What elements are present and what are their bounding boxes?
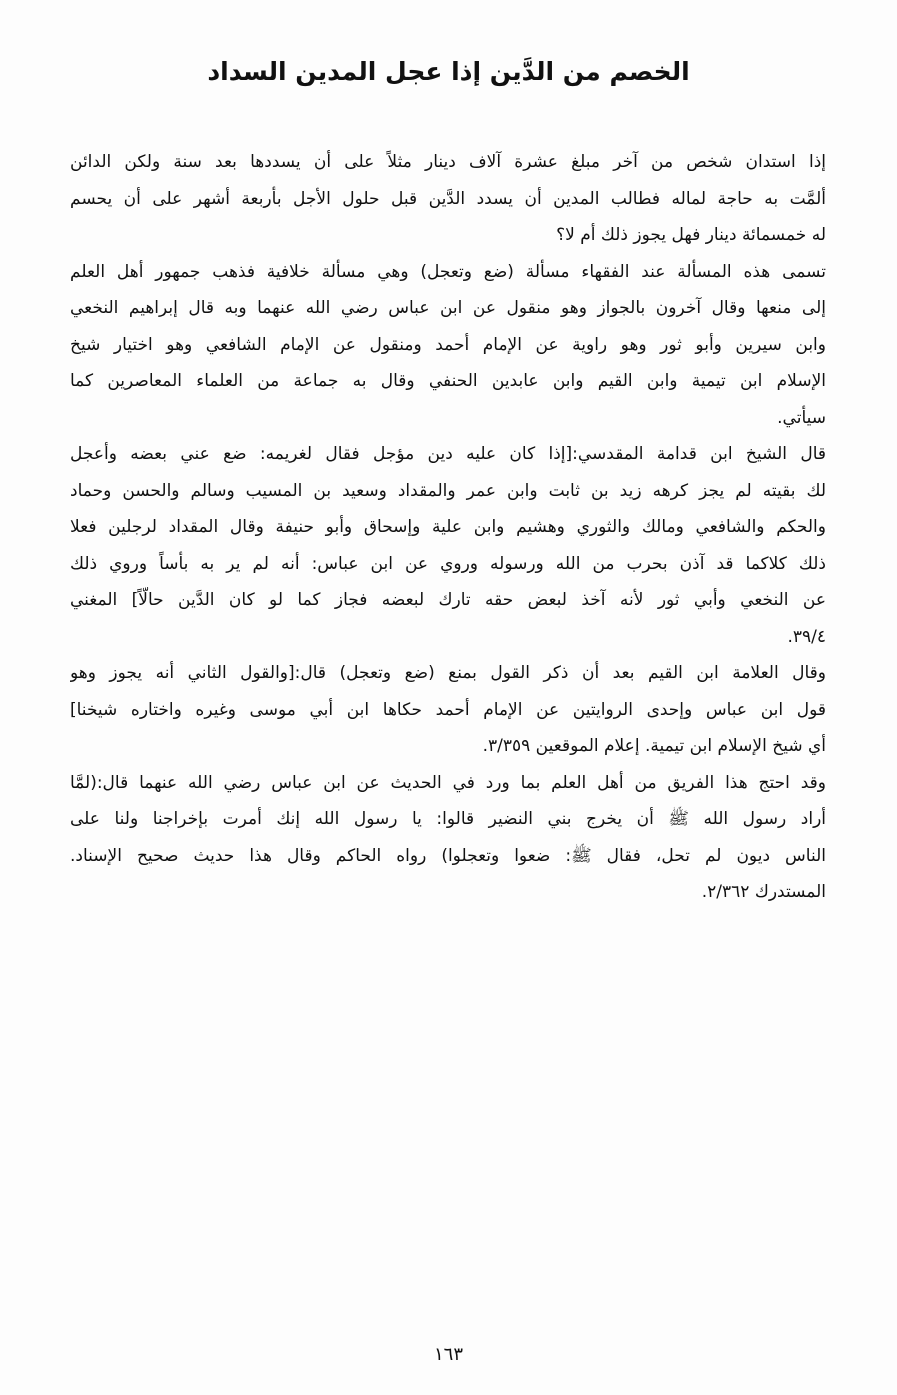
text-line: أراد رسول الله ﷺ أن يخرج بني النضير قالوا: يا رسول الله إنك أمرت بإخراجنا ولنا على: [70, 809, 826, 829]
text-line: لك بقيته لم يجز كرهه زيد بن ثابت وابن عمر والمقداد وسعيد بن المسيب وسالم والحسن وحماد: [70, 480, 826, 501]
paragraph: [70, 144, 826, 254]
text-line: سيأتي.: [777, 407, 826, 428]
text-line: ٣٩/٤.: [787, 626, 826, 647]
text-line: قال الشيخ ابن قدامة المقدسي:[إذا كان عليه دين مؤجل فقال لغريمه: ضع عني بعضه وأعجل: [70, 444, 826, 464]
paragraph: [70, 655, 826, 765]
text-line: ذلك كلاكما قد آذن بحرب من الله ورسوله وروي عن ابن عباس: أنه لم ير به بأساً وروي ذلك: [70, 553, 826, 574]
text-line: إلى منعها وقال آخرون بالجواز وهو منقول عن ابن عباس رضي الله عنهما وبه قال إبراهيم النخعي: [70, 298, 826, 318]
paragraph: [70, 436, 826, 655]
text-line: الناس ديون لم تحل، فقال ﷺ: ضعوا وتعجلوا) رواه الحاكم وقال هذا حديث صحيح الإسناد.: [70, 845, 826, 866]
text-line: ألمَّت به حاجة لماله فطالب المدين أن يسدد الدَّين قبل حلول الأجل بأربعة أشهر على أن يحسم: [70, 188, 826, 209]
paragraph: [70, 254, 826, 437]
text-line: وقال العلامة ابن القيم بعد أن ذكر القول بمنع (ضع وتعجل) قال:[والقول الثاني أنه يجوز وهو: [70, 663, 826, 683]
body-text: [70, 144, 826, 911]
page-title: الخصم من الدَّين إذا عجل المدين السداد: [207, 57, 690, 86]
paragraph: [70, 765, 826, 911]
page-number: ١٦٣: [433, 1344, 463, 1365]
text-line: وقد احتج هذا الفريق من أهل العلم بما ورد في الحديث عن ابن عباس رضي الله عنهما قال:(لمَّا: [70, 772, 826, 793]
text-line: المستدرك ٢/٣٦٢.: [701, 882, 826, 902]
text-line: عن النخعي وأبي ثور لأنه آخذ لبعض حقه تارك لبعضه فجاز كما لو كان الدَّين حالّاً] المغني: [70, 590, 826, 610]
text-line: تسمى هذه المسألة عند الفقهاء مسألة (ضع وتعجل) وهي مسألة خلافية فذهب جمهور أهل العلم: [70, 261, 826, 282]
text-line: أي شيخ الإسلام ابن تيمية. إعلام الموقعين ٣/٣٥٩.: [482, 736, 826, 756]
text-line: له خمسمائة دينار فهل يجوز ذلك أم لا؟: [556, 225, 826, 245]
text-line: قول ابن عباس وإحدى الروايتين عن الإمام أحمد حكاها ابن أبي موسى وغيره واختاره شيخنا]: [70, 699, 826, 720]
text-line: وابن سيرين وأبو ثور وهو راوية عن الإمام أحمد ومنقول عن الإمام الشافعي وهو اختيار شيخ: [70, 334, 826, 355]
text-line: الإسلام ابن تيمية وابن القيم وابن عابدين الحنفي وقال به جماعة من العلماء المعاصرين كما: [70, 371, 826, 391]
text-line: والحكم والشافعي ومالك والثوري وهشيم وابن علية وإسحاق وأبو حنيفة وقال المقداد لرجلين فعلا: [70, 517, 826, 537]
text-line: إذا استدان شخص من آخر مبلغ عشرة آلاف دينار مثلاً على أن يسددها بعد سنة ولكن الدائن: [70, 152, 826, 172]
